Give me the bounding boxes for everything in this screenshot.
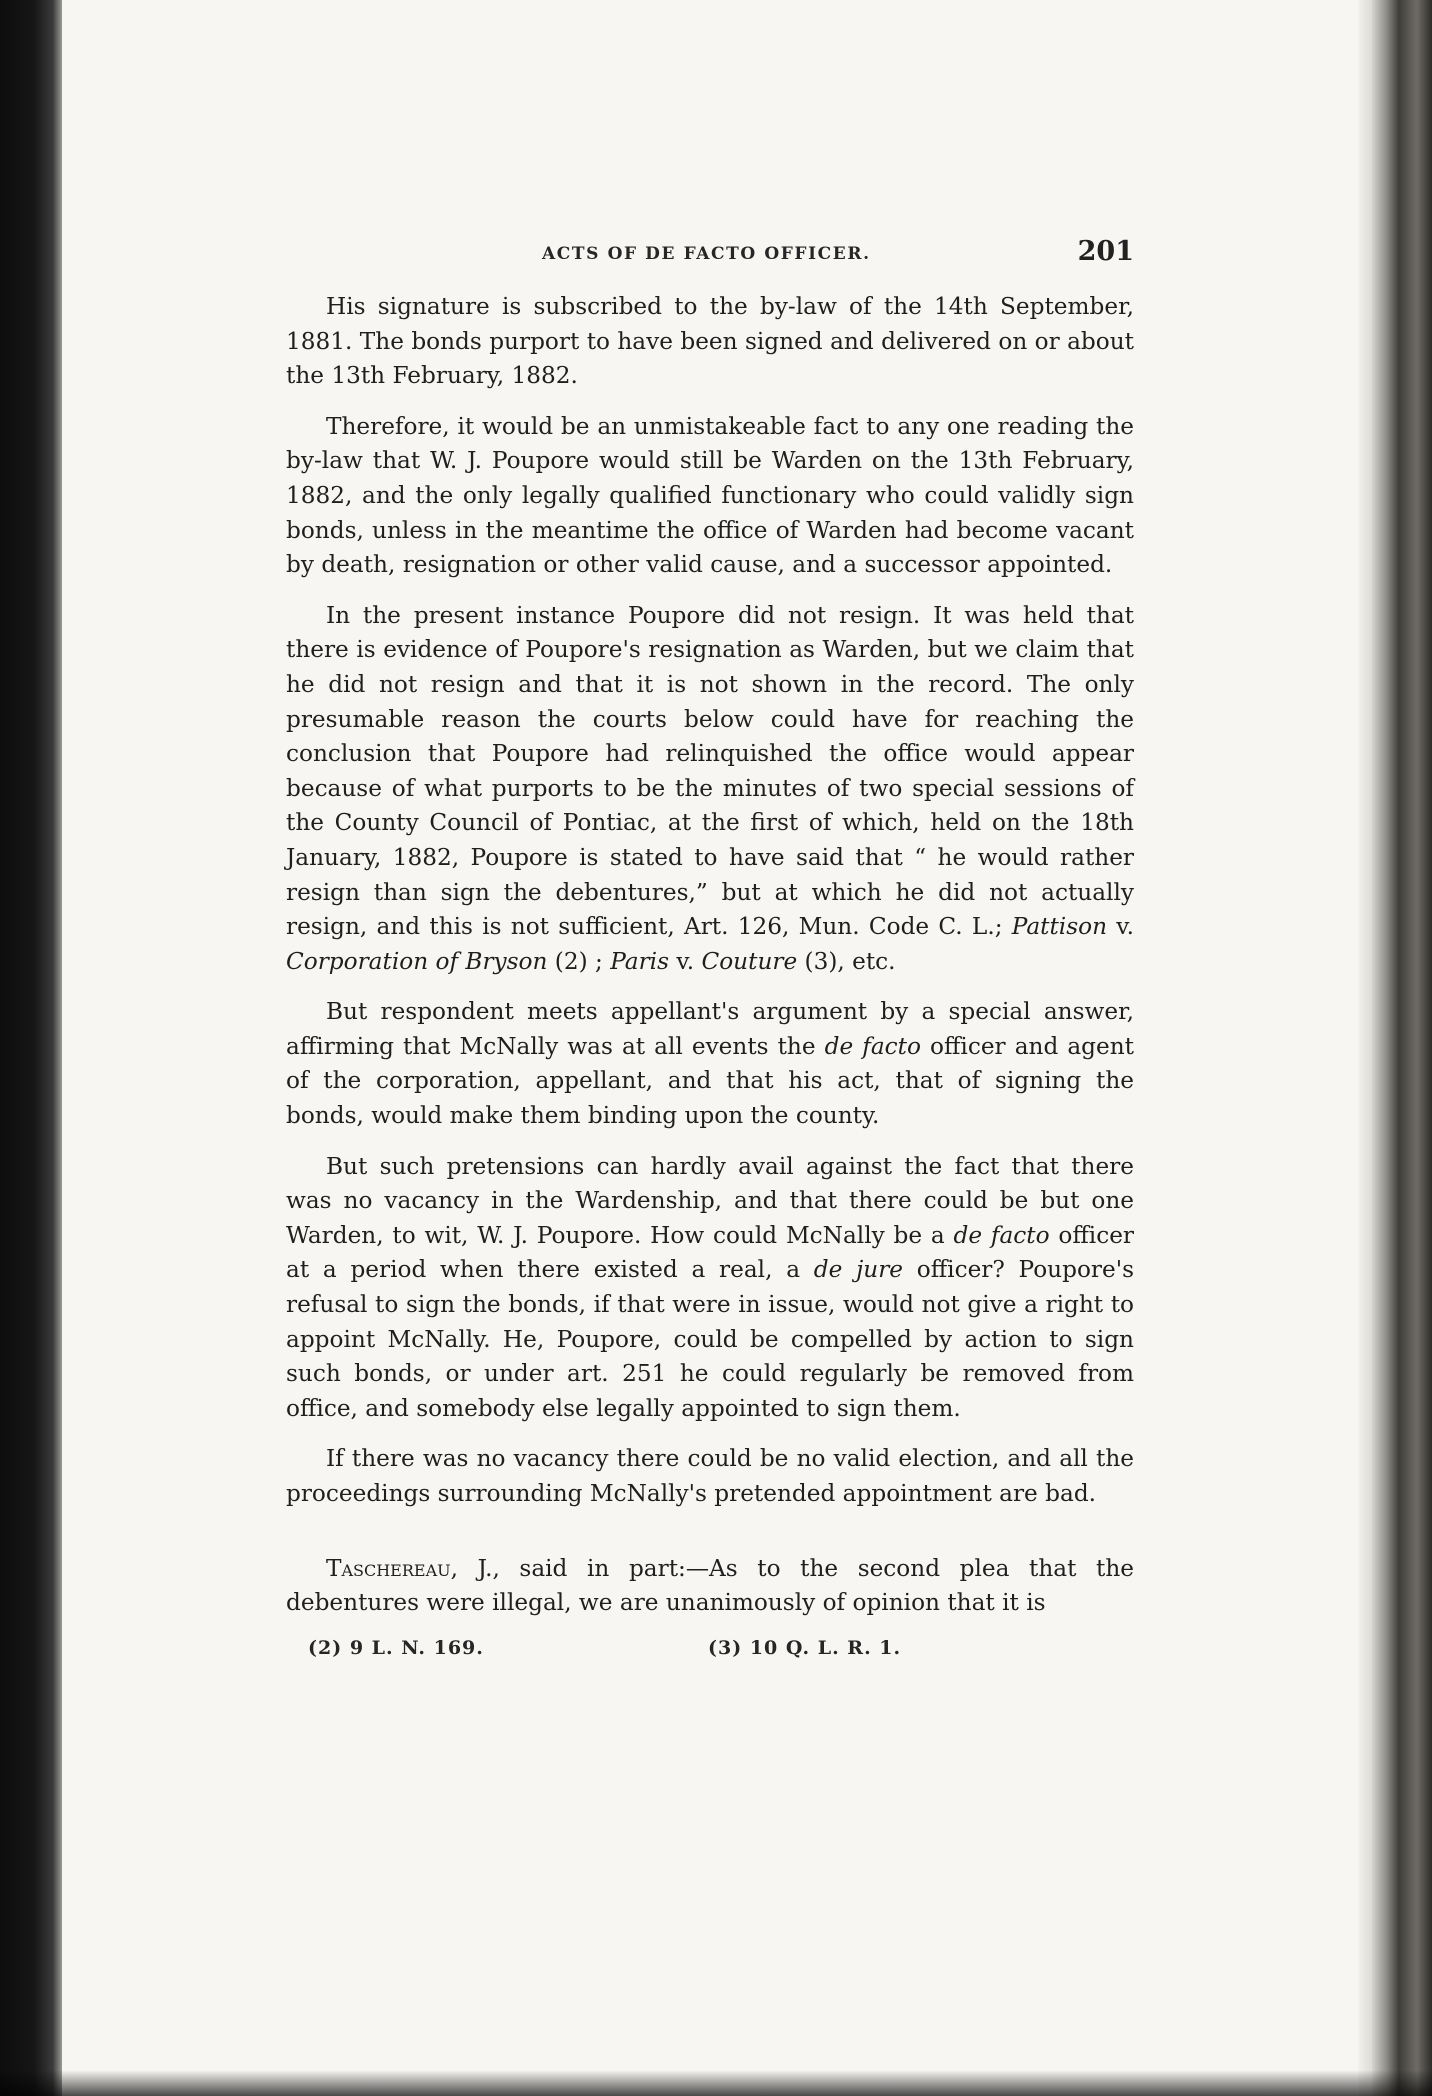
- versus-1: v.: [1107, 913, 1134, 941]
- page-body: [286, 290, 1134, 1621]
- scan-left-edge: [0, 0, 62, 2096]
- running-title: ACTS OF DE FACTO OFFICER.: [542, 244, 871, 264]
- scan-page-edge: [1358, 0, 1372, 2096]
- paragraph-3: [286, 599, 1134, 980]
- paragraph-5-text-a: But such pretensions can hardly avail against the fact that there was no vacancy in the Wardenship, and that there could be but one Warden, to wit, W. J. Poupore. How could McNally be a: [286, 1152, 1134, 1249]
- paragraph-4-text-a: But respondent meets appellant's argument by a special answer, affirming that McNally was at all events the: [286, 998, 1134, 1060]
- footnotes: [286, 1637, 1134, 1677]
- page-number: 201: [1077, 236, 1134, 267]
- paragraph-7-text: , J., said in part:—As to the second plea that the debentures were illegal, we are unanimously of opinion that it is: [286, 1554, 1134, 1617]
- case-name-couture: Couture: [701, 947, 798, 975]
- paragraph-7: [286, 1552, 1134, 1621]
- term-de-jure: de jure: [813, 1256, 903, 1284]
- case-name-pattison: Pattison: [1011, 913, 1108, 941]
- term-de-facto-2: de facto: [953, 1221, 1050, 1249]
- paragraph-4: [286, 995, 1134, 1133]
- scan-bottom-edge: [0, 2070, 1432, 2096]
- paragraph-4-text-b: officer and agent of the corporation, appellant, and that his act, that of signing the bonds, would make them binding upon the county.: [286, 1032, 1134, 1130]
- citation-ref-3: (3), etc.: [797, 947, 896, 975]
- term-de-facto: de facto: [824, 1032, 921, 1060]
- footnote-3: (3) 10 Q. L. R. 1.: [708, 1636, 902, 1659]
- case-name-paris: Paris: [610, 947, 670, 975]
- scan-right-edge: [1372, 0, 1432, 2096]
- citation-ref-2: (2) ;: [547, 947, 611, 975]
- page-header: [286, 236, 1134, 280]
- versus-2: v.: [669, 947, 702, 975]
- judge-name: Taschereau: [326, 1554, 451, 1582]
- paragraph-5: [286, 1150, 1134, 1427]
- paragraph-2: Therefore, it would be an unmistakeable fact to any one reading the by-law that W. J. Poupore would still be Warden on the 13th February, 1882, and the only legally qualified functionary who could validly sign bonds, unless in the meantime the office of Warden had become vacant by death, resignation or other valid cause, and a successor appointed.: [286, 412, 1134, 579]
- paragraph-5-text-c: officer? Poupore's refusal to sign the bonds, if that were in issue, would not give a right to appoint McNally. He, Poupore, could be compelled by action to sign such bonds, or under art. 251 he could regularly be removed from office, and somebody else legally appointed to sign them.: [286, 1256, 1134, 1422]
- paragraph-3-text: In the present instance Poupore did not resign. It was held that there is evidence of Poupore's resignation as Warden, but we claim that he did not resign and that it is not shown in the record. The only presumable reason the courts below could have for reaching the conclusion that Poupore had relinquished the office would appear because of what purports to be the minutes of two special sessions of the County Council of Pontiac, at the first of which, held on the 18th January, 1882, Poupore is stated to have said that “ he would rather resign than sign the debentures,” but at which he did not actually resign, and this is not sufficient, Art. 126, Mun. Code C. L.;: [286, 601, 1134, 941]
- paragraph-5-text-b: officer at a period when there existed a real, a: [286, 1221, 1135, 1284]
- paragraph-6: If there was no vacancy there could be no valid election, and all the proceedings surrounding McNally's pretended appointment are bad.: [286, 1445, 1134, 1507]
- footnote-2: (2) 9 L. N. 169.: [308, 1636, 484, 1659]
- case-name-bryson: Corporation of Bryson: [286, 947, 548, 975]
- paragraph-1: His signature is subscribed to the by-law of the 14th September, 1881. The bonds purport to have been signed and delivered on or about the 13th February, 1882.: [286, 293, 1134, 390]
- book-page: [286, 236, 1134, 1677]
